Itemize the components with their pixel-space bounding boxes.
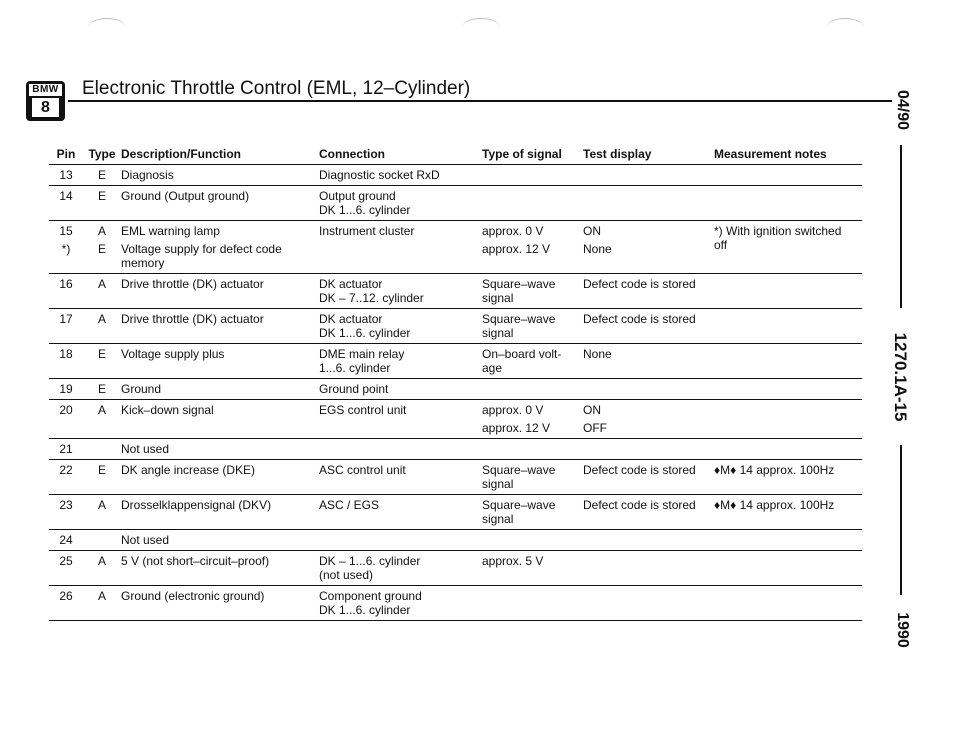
- connection-cell-text: DK actuator DK 1...6. cylinder: [319, 312, 411, 340]
- table-row: [49, 274, 862, 309]
- notes-cell: [714, 586, 862, 621]
- description-cell-text: Drive throttle (DK) actuator: [121, 312, 264, 326]
- display-cell: [583, 439, 714, 460]
- type-cell: [83, 530, 121, 551]
- signal-cell-text: Square–wave signal: [482, 498, 556, 526]
- connection-cell-text: Component ground DK 1...6. cylinder: [319, 589, 422, 617]
- display-cell: [583, 460, 714, 495]
- table-row: [49, 165, 862, 186]
- signal-cell-secondary-text: approx. 12 V: [482, 242, 551, 256]
- pin-cell-text: 23: [59, 498, 73, 512]
- notes-cell: [714, 400, 862, 439]
- pin-cell-text: 15: [59, 224, 73, 238]
- description-cell-text: Ground (electronic ground): [121, 589, 265, 603]
- signal-cell-text: Square–wave signal: [482, 463, 556, 491]
- pin-cell-text: 22: [59, 463, 73, 477]
- page-title: Electronic Throttle Control (EML, 12–Cylinder): [82, 78, 471, 99]
- signal-cell: [482, 495, 583, 530]
- description-cell-text: DK angle increase (DKE): [121, 463, 256, 477]
- side-code-text: 1270.1A-15: [891, 332, 910, 422]
- display-cell-text: None: [583, 347, 612, 361]
- display-cell: [583, 274, 714, 309]
- pin-cell: [49, 309, 83, 344]
- signal-cell: [482, 439, 583, 460]
- side-year: [880, 605, 924, 655]
- signal-cell-secondary-text: approx. 12 V: [482, 421, 551, 435]
- pin-cell-text: 19: [59, 382, 73, 396]
- signal-cell: [482, 586, 583, 621]
- signal-cell: [482, 221, 583, 274]
- table-row: [49, 495, 862, 530]
- display-cell-secondary-text: None: [583, 242, 612, 256]
- description-cell-text: Not used: [121, 533, 170, 547]
- col-header-connection: Connection: [319, 145, 482, 165]
- type-cell: [83, 551, 121, 586]
- signal-cell-text: approx. 0 V: [482, 403, 544, 417]
- table-row: [49, 551, 862, 586]
- table-row: [49, 400, 862, 439]
- notes-cell: [714, 274, 862, 309]
- pin-cell-text: 16: [59, 277, 73, 291]
- title-rule: [68, 100, 892, 102]
- connection-cell: [319, 460, 482, 495]
- notes-cell: [714, 439, 862, 460]
- description-cell: [121, 186, 319, 221]
- display-cell-text: ON: [583, 224, 601, 238]
- table-body: [49, 165, 862, 621]
- pin-cell: [49, 439, 83, 460]
- type-cell-text: E: [97, 382, 106, 396]
- bmw-8-logo: [26, 81, 65, 121]
- display-cell: [583, 379, 714, 400]
- type-cell-text: A: [97, 554, 106, 568]
- display-cell: [583, 530, 714, 551]
- connection-cell-text: Diagnostic socket RxD: [319, 168, 440, 182]
- type-cell-text: A: [97, 277, 106, 291]
- pin-cell: [49, 495, 83, 530]
- display-cell: [583, 186, 714, 221]
- type-cell: [83, 400, 121, 439]
- signal-cell: [482, 344, 583, 379]
- signal-cell: [482, 530, 583, 551]
- type-cell: [83, 460, 121, 495]
- description-cell: [121, 309, 319, 344]
- signal-cell: [482, 460, 583, 495]
- table-row: [49, 221, 862, 274]
- connection-cell: [319, 221, 482, 274]
- pin-cell-text: 14: [59, 189, 73, 203]
- side-date-text: 04/90: [894, 89, 911, 131]
- description-cell-text: Not used: [121, 442, 170, 456]
- description-cell: [121, 439, 319, 460]
- type-cell: [83, 344, 121, 379]
- notes-cell-text: ♦M♦ 14 approx. 100Hz: [714, 498, 835, 512]
- col-header-display: Test display: [583, 145, 714, 165]
- type-cell: [83, 274, 121, 309]
- display-cell-text: Defect code is stored: [583, 312, 696, 326]
- type-cell-text: A: [97, 312, 106, 326]
- type-cell-text: E: [97, 189, 106, 203]
- display-cell-text: Defect code is stored: [583, 498, 696, 512]
- notes-cell: [714, 309, 862, 344]
- display-cell: [583, 165, 714, 186]
- connection-cell: [319, 551, 482, 586]
- display-cell-secondary-text: OFF: [583, 421, 607, 435]
- notes-cell-text: *) With ignition switched off: [714, 224, 842, 252]
- display-cell-text: Defect code is stored: [583, 277, 696, 291]
- pin-cell-text: 21: [59, 442, 73, 456]
- pin-table: [49, 145, 862, 621]
- description-cell-text: EML warning lamp: [121, 224, 220, 238]
- pin-cell: [49, 344, 83, 379]
- display-cell: [583, 221, 714, 274]
- table-row: [49, 344, 862, 379]
- signal-cell: [482, 400, 583, 439]
- type-cell: [83, 309, 121, 344]
- description-cell: [121, 344, 319, 379]
- type-cell-text: E: [97, 168, 106, 182]
- pin-cell-text: 18: [59, 347, 73, 361]
- type-cell: [83, 586, 121, 621]
- notes-cell: [714, 165, 862, 186]
- notes-cell: [714, 495, 862, 530]
- table-row: [49, 309, 862, 344]
- display-cell: [583, 551, 714, 586]
- signal-cell-text: Square–wave signal: [482, 312, 556, 340]
- table-row: [49, 460, 862, 495]
- type-cell-text: E: [97, 463, 106, 477]
- connection-cell-text: EGS control unit: [319, 403, 407, 417]
- notes-cell: [714, 530, 862, 551]
- description-cell-text: 5 V (not short–circuit–proof): [121, 554, 270, 568]
- signal-cell: [482, 186, 583, 221]
- description-cell-text: Voltage supply plus: [121, 347, 225, 361]
- side-rule: [900, 145, 902, 308]
- table-header-row: [49, 145, 862, 165]
- connection-cell: [319, 344, 482, 379]
- description-cell: [121, 460, 319, 495]
- description-cell: [121, 586, 319, 621]
- signal-cell: [482, 165, 583, 186]
- pin-cell-text: 17: [59, 312, 73, 326]
- connection-cell: [319, 186, 482, 221]
- table-row: [49, 379, 862, 400]
- connection-cell: [319, 530, 482, 551]
- type-cell-secondary-text: E: [97, 242, 106, 256]
- description-cell-text: Drive throttle (DK) actuator: [121, 277, 264, 291]
- notes-cell: [714, 551, 862, 586]
- pin-cell-text: 13: [59, 168, 73, 182]
- description-cell: [121, 495, 319, 530]
- description-cell: [121, 530, 319, 551]
- col-header-description: Description/Function: [121, 145, 319, 165]
- description-cell: [121, 551, 319, 586]
- col-header-type: Type: [83, 145, 121, 165]
- description-cell-text: Drosselklappensignal (DKV): [121, 498, 272, 512]
- display-cell: [583, 400, 714, 439]
- logo-brand: BMW: [29, 84, 62, 96]
- connection-cell-text: ASC / EGS: [319, 498, 380, 512]
- display-cell-text: Defect code is stored: [583, 463, 696, 477]
- description-cell-text: Ground (Output ground): [121, 189, 250, 203]
- display-cell: [583, 495, 714, 530]
- notes-cell: [714, 460, 862, 495]
- col-header-notes: Measurement notes: [714, 145, 862, 165]
- signal-cell: [482, 379, 583, 400]
- connection-cell: [319, 439, 482, 460]
- logo-series: 8: [32, 98, 59, 117]
- table-row: [49, 586, 862, 621]
- table-row: [49, 439, 862, 460]
- notes-cell: [714, 221, 862, 274]
- display-cell: [583, 309, 714, 344]
- display-cell: [583, 344, 714, 379]
- description-cell: [121, 165, 319, 186]
- pin-cell-text: 20: [59, 403, 73, 417]
- pin-cell: [49, 551, 83, 586]
- type-cell: [83, 439, 121, 460]
- pin-cell: [49, 400, 83, 439]
- description-cell-secondary-text: Voltage supply for defect code memory: [121, 242, 282, 270]
- type-cell-text: E: [97, 347, 106, 361]
- type-cell-text: A: [97, 498, 106, 512]
- signal-cell: [482, 309, 583, 344]
- col-header-pin: Pin: [49, 145, 83, 165]
- pin-cell: [49, 165, 83, 186]
- pin-cell-secondary-text: *): [61, 242, 71, 256]
- connection-cell: [319, 274, 482, 309]
- notes-cell: [714, 186, 862, 221]
- notes-cell: [714, 379, 862, 400]
- table-row: [49, 186, 862, 221]
- punch-hole-mark: [462, 18, 500, 37]
- type-cell: [83, 165, 121, 186]
- punch-hole-mark: [88, 18, 126, 37]
- pin-cell: [49, 274, 83, 309]
- connection-cell: [319, 379, 482, 400]
- pin-cell: [49, 530, 83, 551]
- notes-cell: [714, 344, 862, 379]
- display-cell-text: ON: [583, 403, 601, 417]
- signal-cell-text: On–board volt- age: [482, 347, 562, 375]
- type-cell-text: A: [97, 403, 106, 417]
- pin-cell-text: 25: [59, 554, 73, 568]
- side-date: [878, 85, 926, 135]
- description-cell-text: Diagnosis: [121, 168, 174, 182]
- type-cell: [83, 495, 121, 530]
- connection-cell: [319, 165, 482, 186]
- connection-cell-text: DK – 1...6. cylinder (not used): [319, 554, 421, 582]
- pin-cell: [49, 186, 83, 221]
- description-cell-text: Kick–down signal: [121, 403, 214, 417]
- display-cell: [583, 586, 714, 621]
- pin-cell: [49, 586, 83, 621]
- signal-cell-text: approx. 0 V: [482, 224, 544, 238]
- type-cell-text: A: [97, 589, 106, 603]
- pin-cell-text: 24: [59, 533, 73, 547]
- description-cell: [121, 221, 319, 274]
- connection-cell: [319, 495, 482, 530]
- signal-cell: [482, 551, 583, 586]
- side-code: [865, 327, 935, 427]
- signal-cell: [482, 274, 583, 309]
- connection-cell-text: Output ground DK 1...6. cylinder: [319, 189, 411, 217]
- description-cell: [121, 400, 319, 439]
- side-year-text: 1990: [894, 612, 911, 648]
- connection-cell-text: ASC control unit: [319, 463, 406, 477]
- type-cell-text: A: [97, 224, 106, 238]
- connection-cell: [319, 400, 482, 439]
- connection-cell: [319, 309, 482, 344]
- pin-cell: [49, 460, 83, 495]
- description-cell-text: Ground: [121, 382, 162, 396]
- type-cell: [83, 186, 121, 221]
- connection-cell: [319, 586, 482, 621]
- connection-cell-text: Instrument cluster: [319, 224, 415, 238]
- description-cell: [121, 274, 319, 309]
- connection-cell-text: DK actuator DK – 7..12. cylinder: [319, 277, 424, 305]
- type-cell: [83, 379, 121, 400]
- side-rule: [900, 445, 902, 595]
- signal-cell-text: Square–wave signal: [482, 277, 556, 305]
- pin-cell: [49, 221, 83, 274]
- signal-cell-text: approx. 5 V: [482, 554, 544, 568]
- type-cell: [83, 221, 121, 274]
- notes-cell-text: ♦M♦ 14 approx. 100Hz: [714, 463, 835, 477]
- pin-cell: [49, 379, 83, 400]
- description-cell: [121, 379, 319, 400]
- connection-cell-text: DME main relay 1...6. cylinder: [319, 347, 405, 375]
- punch-hole-mark: [826, 18, 864, 37]
- col-header-signal: Type of signal: [482, 145, 583, 165]
- table-row: [49, 530, 862, 551]
- pin-cell-text: 26: [59, 589, 73, 603]
- connection-cell-text: Ground point: [319, 382, 389, 396]
